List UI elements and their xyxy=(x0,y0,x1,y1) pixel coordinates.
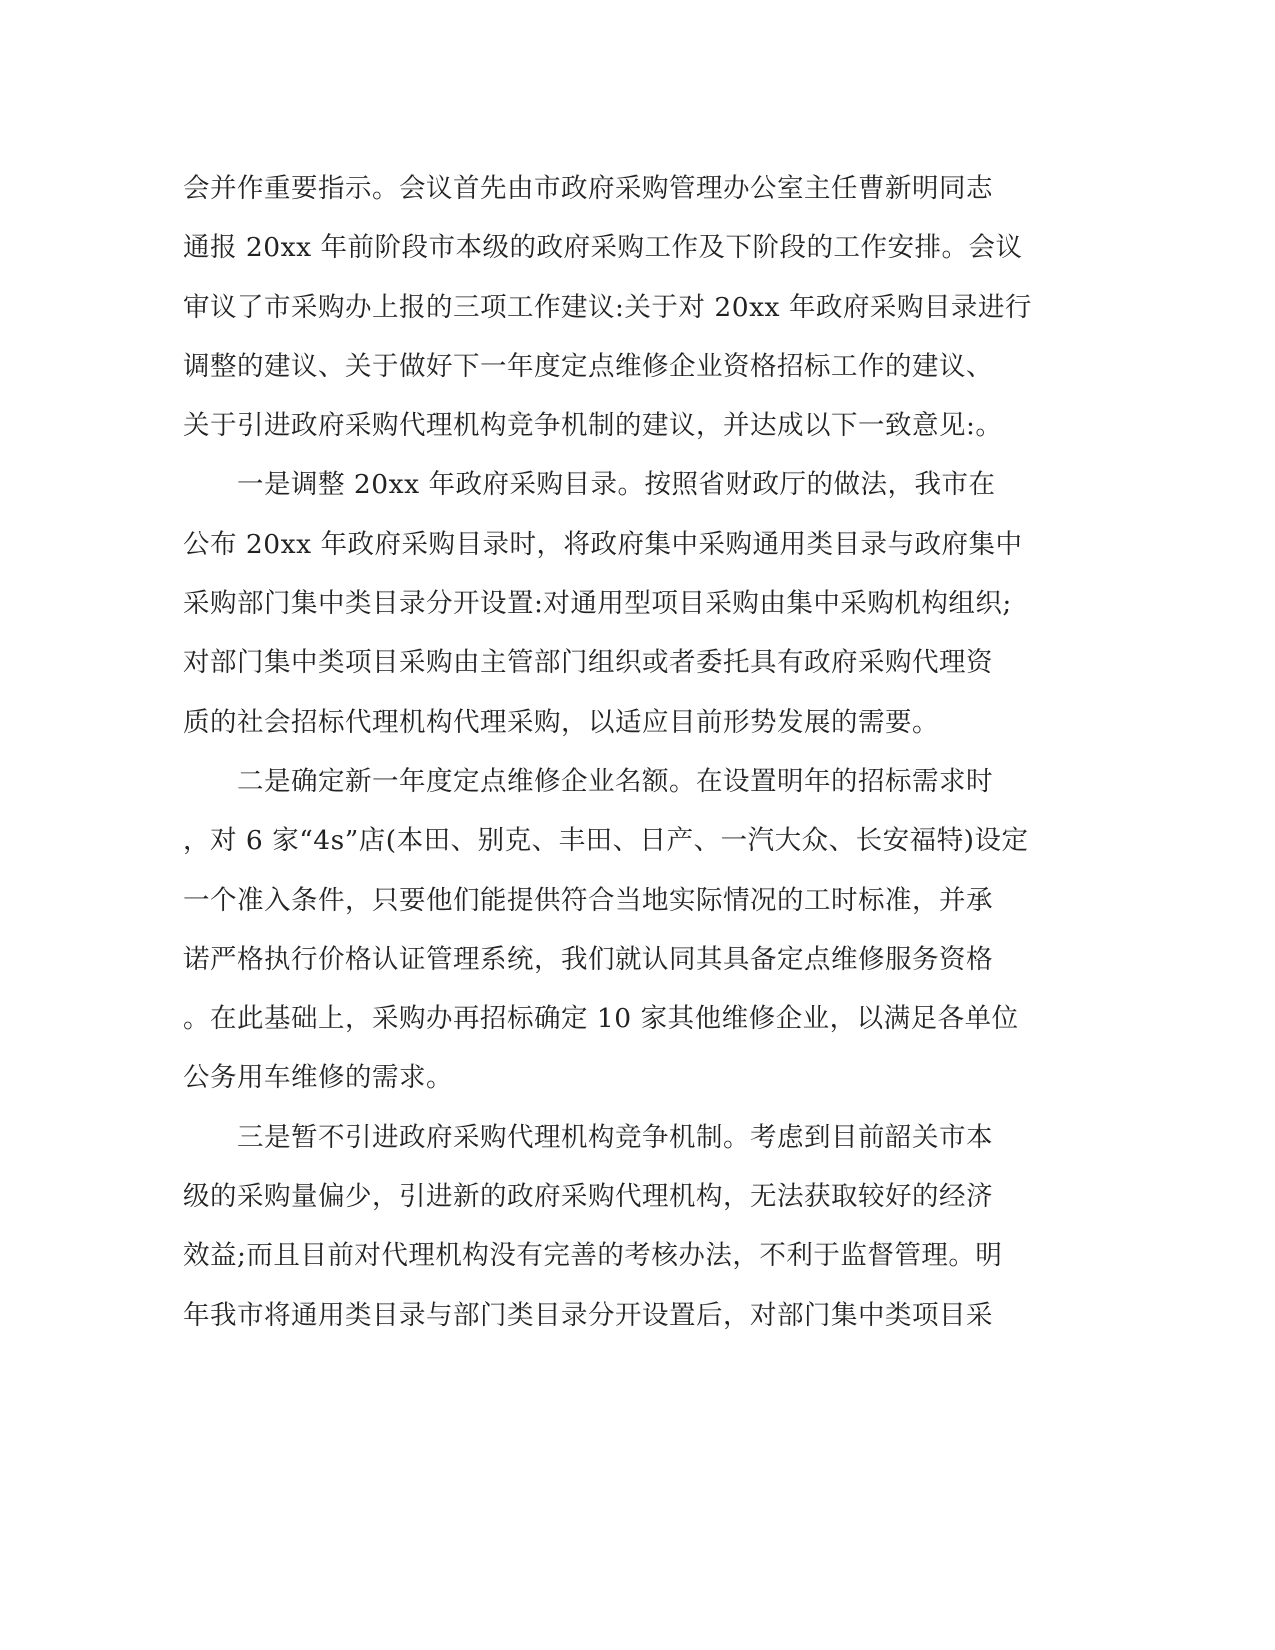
text-line-3: 审议了市采购办上报的三项工作建议:关于对 20xx 年政府采购目录进行 xyxy=(183,291,1032,323)
text-line-18: 级的采购量偏少，引进新的政府采购代理机构，无法获取较好的经济 xyxy=(183,1181,993,1213)
text-line-9: 对部门集中类项目采购由主管部门组织或者委托具有政府采购代理资 xyxy=(183,647,993,679)
text-line-19: 效益;而且目前对代理机构没有完善的考核办法，不利于监督管理。明 xyxy=(183,1240,1003,1272)
text-line-17: 三是暂不引进政府采购代理机构竞争机制。考虑到目前韶关市本 xyxy=(183,1121,993,1153)
text-line-5: 关于引进政府采购代理机构竞争机制的建议，并达成以下一致意见:。 xyxy=(183,410,1003,442)
text-line-12: ，对 6 家“4s”店(本田、别克、丰田、日产、一汽大众、长安福特)设定 xyxy=(183,825,1029,857)
text-line-1: 会并作重要指示。会议首先由市政府采购管理办公室主任曹新明同志 xyxy=(183,173,993,204)
text-line-11: 二是确定新一年度定点维修企业名额。在设置明年的招标需求时 xyxy=(183,765,993,797)
text-line-4: 调整的建议、关于做好下一年度定点维修企业资格招标工作的建议、 xyxy=(183,350,993,382)
text-line-8: 采购部门集中类目录分开设置:对通用型项目采购由集中采购机构组织; xyxy=(183,588,1012,620)
text-line-10: 质的社会招标代理机构代理采购，以适应目前形势发展的需要。 xyxy=(183,706,939,738)
text-line-7: 公布 20xx 年政府采购目录时，将政府集中采购通用类目录与政府集中 xyxy=(183,528,1023,560)
text-line-20: 年我市将通用类目录与部门类目录分开设置后，对部门集中类项目采 xyxy=(183,1299,993,1331)
body-text xyxy=(183,159,1043,1345)
text-line-6: 一是调整 20xx 年政府采购目录。按照省财政厅的做法，我市在 xyxy=(183,469,996,501)
text-line-14: 诺严格执行价格认证管理系统，我们就认同其具备定点维修服务资格 xyxy=(183,943,993,975)
text-line-16: 公务用车维修的需求。 xyxy=(183,1062,453,1094)
text-line-13: 一个准入条件，只要他们能提供符合当地实际情况的工时标准，并承 xyxy=(183,884,993,916)
text-line-2: 通报 20xx 年前阶段市本级的政府采购工作及下阶段的工作安排。会议 xyxy=(183,232,1023,264)
text-line-15: 。在此基础上，采购办再招标确定 10 家其他维修企业，以满足各单位 xyxy=(183,1003,1019,1035)
